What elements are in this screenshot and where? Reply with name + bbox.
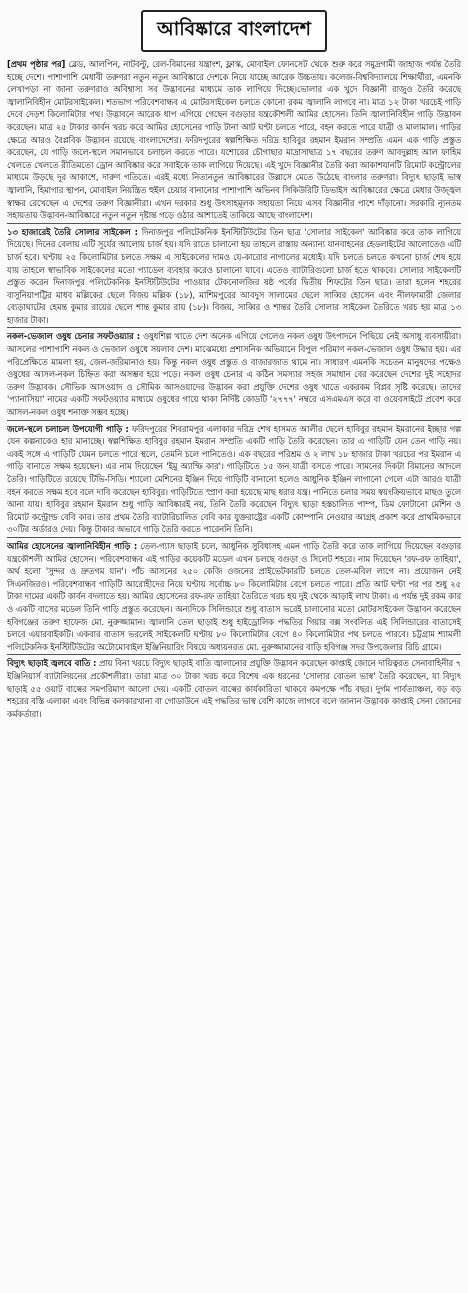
section-paragraph <box>7 226 461 327</box>
section-heading: জলে-স্থলে চলাচল উপযোগী গাড়ি : <box>7 423 129 434</box>
section-heading: আমির হোসেনের জ্বালানিবিহীন গাড়ি : <box>7 540 138 551</box>
title-box <box>7 10 461 52</box>
section-amphibious-car <box>7 423 461 536</box>
section-solar-cycle <box>7 226 461 327</box>
section-bottle-lamp <box>7 657 461 720</box>
section-body: ফরিদপুরের শিবরামপুর এলাকার দরিদ্র শেখ হাসমত আলীর ছেলে হাবিবুর রহমান ইমরানের ইচ্ছার গল্প যেন কল্পনাকেও হার মানাচ্ছে। স্বল্পশিক্ষিত হাবিবুর রহমান ইমরান সম্প্রতি একটি গাড়ি তৈরি করেছেন। তার এ গাড়িটি যেন তেন গাড়ি নয়। একই সঙ্গে এ গাড়িটি যেমন চলতে পারে স্থলে, তেমনি চলে পানিতেও। এক বছরের পরিশ্রম ও ২ লাখ ১৮ হাজার টাকা খরচের পর ইমরান এ গাড়ি বানাতে সক্ষম হয়েছেন। এর নাম দিয়েছেন 'ইমু অ্যাম্ফি কার'। গাড়িটিতে ১৫ জন যাত্রী বসতে পারে। সামনের দিকটা বিমানের আদলে তৈরি। গাড়িটিতে রয়েছে টিভি-সিডি। শ্যালো মেশিনের ইঞ্জিন দিয়ে গাড়িটি বানানো হলেও আধুনিক ইঞ্জিন লাগানো গেলে এটা আরও যাত্রী বহন করতে সক্ষম হবে বলে দাবি করেছেন হাবিবুর। গাড়িটিতে স্প্রাণ করা হয়েছে মাছ ধরার যন্ত্র। পানিতে চলার সময় স্বয়ংক্রিয়ভাবে মাছও তুলে আনা যায়। হাবিবুর রহমান ইমরান শুধু গাড়ি আবিষ্কারই নয়, তিনি তৈরি করেছেন বিদ্যুৎ ছাড়া হস্তচালিত পাম্প, ডিম ফোটানো মেশিন ও রিমোট কন্ট্রোল্ড বেবি কার। তার প্রথম তৈরি ব্যাটারিচালিত বেবি কার যুক্তরাষ্ট্রের একটি কোম্পানি নেওয়ার আগ্রহ প্রকাশ করে প্রাথমিকভাবে ৩০টির অর্ডারও দেয়। কিন্তু টাকার অভাবে গাড়ি তৈরি করতে পারেননি তিনি। <box>7 423 461 535</box>
section-heading: [প্রথম পৃষ্ঠার পর] <box>7 59 66 69</box>
article-title: আবিষ্কারে বাংলাদেশ <box>141 10 327 52</box>
section-body: দিনাজপুর পলিটেকনিক ইনস্টিটিউটের তিন ছাত্র 'সোলার সাইকেল' আবিষ্কার করে তাক লাগিয়ে দিয়েছে। দিনের বেলায় এটি সূর্যের আলোয় চার্জ হয়। যদি রাতে চালানো হয় তাহলে রাস্তায় অন্যান্য যানবাহনের হেডলাইটের আলোতেও এটি চার্জ হবে। ঘণ্টায় ২৫ কিলোমিটার চলতে সক্ষম এ সাইকেলের দামও যে-কারোর নাগালের মধ্যেই। যদি চলতে চলতে কখনো চার্জ শেষ হয়ে যায় তাহলে স্বাভাবিক সাইকেলের মতো প্যাডেল ব্যবহার করেও চালানো যাবে। এতেও ব্যাটারিগুলো চার্জ হতে থাকবে। সোলার সাইকেলটি প্রস্তুত করেন দিনাজপুর পলিটেকনিক ইনস্টিটিউটের পাওয়ার টেকনোলজির ষষ্ঠ পর্বের দ্বিতীয় শিফটের তিন ছাত্র। তারা হলেন শহরের বাসুনিয়াপট্টির মাধব মল্লিকের ছেলে বিজয় মল্লিক (১৮), মাশিমপুরের আবদুস সালামের ছেলে সাব্বির হোসেন এবং নীলফামারী জেলার ব্যেড়াঘাটের হেমন্ত কুমার রায়ের ছেলে শান্ত কুমার রায় (১৮)। বিজয়, সাব্বির ও শান্তর তৈরি সোলার সাইকেল তৈরিতে খরচ হয় মাত্র ১৩ হাজার টাকা। <box>7 226 461 325</box>
section-heading: বিদ্যুৎ ছাড়াই জ্বলবে বাতি : <box>7 658 97 669</box>
section-fake-medicine-software <box>7 330 461 418</box>
section-heading: ১৩ হাজারেই তৈরি সোলার সাইকেল : <box>7 226 138 237</box>
section-paragraph <box>7 657 461 720</box>
section-divider <box>7 537 461 538</box>
section-divider <box>7 420 461 421</box>
section-body: প্রায় বিনা খরচে বিদ্যুৎ ছাড়াই বাতি জ্বালানোর প্রযুক্তি উদ্ভাবন করেছেন কাপ্তাই জোনে দায়িত্বরত সেনাবাহিনীর ৭ ইঞ্জিনিয়ার্স ব্যাটালিয়নের প্রকৌশলীরা। তারা মাত্র ৩০ টাকা খরচ করে বিশেষ এক ধরনের 'সোলার বোতল ভাস্ব' তৈরি করেছেন, যা বিদ্যুৎ ছাড়াই ৫৫ ওয়াট বাল্বের সমপরিমাণ আলো দেয়। একটি বোতল বাল্বের কার্যকারিতা থাকবে কমপক্ষে পাঁচ বছর। দুর্গম পার্বত্যাঞ্চল, বড় বড় শহরের বস্তি এলাকা এবং বিভিন্ন কলকারখানা বা গোডাউনে এই পদ্ধতির ভাস্ব বেশি কাজে লাগবে বলে জানান উদ্ভাবক কাপ্তাই সেনা জোনের কর্মকর্তারা। <box>7 658 461 719</box>
section-body: ব্লেড, আলপিন, নাটবল্টু, রেল-বিমানের যন্ত্রাংশ, ফ্লাস্ক, মোবাইল ফোনসেট থেকে শুরু করে সমুদ্রগামী জাহাজ পর্যন্ত তৈরি হচ্ছে দেশে। পাশাপাশি মেধাবী তরুণরা নতুন নতুন আবিষ্কারে দেশকে নিয়ে যাচ্ছে আরেক উচ্চতায়। কলেজ-বিশ্ববিদ্যালয়ে শিক্ষার্থীরা, এমনকি লেখাপড়া না জানা তরুণরাও অবিশ্বাস্য সব উদ্ভাবনের মাধ্যমে তাক লাগিয়ে দিচ্ছে।ভোলার এক খুদে বিজ্ঞানী রাজুও তৈরি করেছে জ্বালানিবিহীন মোটরসাইকেল। শতভাগ পরিবেশবান্ধব এ মোটরসাইকেল চলতে কোনো রকম জ্বালানি লাগবে না। মাত্র ১২ টাকা খরচেই গাড়ি দেবে দেড়শ কিলোমিটার পথ। উদ্ভাবনে আরেক ধাপ এগিয়ে গেছেন বগুড়ার যন্ত্রকৌশলী আমির হোসেন। তিনি জ্বালানিবিহীন গাড়ি উদ্ভাবন করেছেন। মাত্র ২৫ টাকার কার্বন খরচ করে আমির হোসেনের গাড়ি টানা আট ঘণ্টা চলতে পারে, বহন করতে পারে যাত্রী ও মালামাল। গাড়ির ক্ষেত্রে আরও বৈপ্লবিক উদ্ভাবন রয়েছে বাংলাদেশের। ফরিদপুরের স্বল্পশিক্ষিত দরিদ্র হাবিবুর রহমান ইমরান সম্প্রতি এমন এক গাড়ি প্রস্তুত করেছেন, যে গাড়ি জলে-স্থলে সমানভাবে চলাচল করতে পারে। যশোরের চৌগাছার মাদ্রাসাছাত্র ১৭ বছরের তরুণ আবদুল্লাহ আল ফাহিম খেলতে খেলতে রীতিমতো ড্রোন আবিষ্কার করে সবাইকে তাক লাগিয়ে দিয়েছে। এই খুদে বিজ্ঞানীর তৈরি করা আকাশযানটি রিমোট কন্ট্রোলের মাধ্যমে উড়ছে দূর আকাশে, দারুণ গতিতে। এরই মধ্যে নিত্যনতুন আবিষ্কারের উল্লাসে মেতে উঠেছে বাংলার তরুণরা। বিদ্যুৎ ছাড়াই ভাস্ব জ্বালানি, হিমাগার স্থাপন, মোবাইল নিয়ন্ত্রিত হুইল চেয়ার বানানোর পাশাপাশি অভিনব সিকিউরিটি ডিভাইস আবিষ্কারের ক্ষেত্রে মেধার উজ্জ্বল স্বাক্ষর রেখেছেন এ দেশের তরুণ বিজ্ঞানীরা। এখন দরকার শুধু উৎসাহমূলক সহায়তা নিয়ে এসব বিজ্ঞানীর পাশে দাঁড়ানো। সরকারি ন্যূনতম সহায়তায় উদ্ভাবন-আবিষ্কারে নতুন নতুন দৃষ্টান্ত গড়ে ওঠার আশাতেই তাকিয়ে আছে বাংলাদেশ। <box>7 59 461 221</box>
section-paragraph <box>7 58 461 222</box>
section-paragraph <box>7 330 461 418</box>
section-paragraph <box>7 423 461 536</box>
section-heading: নকল-ভেজাল ওষুধ চেনার সফটওয়্যার : <box>7 331 141 342</box>
section-continuation <box>7 58 461 222</box>
section-paragraph <box>7 540 461 653</box>
section-body: ওষুধশিল্প খাতে দেশ অনেক এগিয়ে গেলেও নকল ওষুধ উৎপাদনে পিছিয়ে নেই অসাধু ব্যবসায়ীরা। আসলের পাশাপাশি নকল ও ভেজাল ওষুধে সয়লাব দেশ। মাঝেমধ্যে প্রশাসনিক অভিযানে বিপুল পরিমাণ নকল-ভেজাল ওষুধ উদ্ধার হয়। এর পরিপ্রেক্ষিতে মামলা হয়, জেল-জরিমানাও হয়। কিন্তু নকল ওষুধ প্রস্তুত ও বাজারজাত থামে না। সাধারণ এমনকি সচেতন মানুষদের পক্ষেও ওষুধের আসল-নকল চিহ্নিত করা অসম্ভব হয়ে পড়ে। নকল ওষুধ চেনার এ কঠিন সমস্যার সহজ সমাধান বের করেছেন দেশের দুই সহোদর তরুণ উদ্ভাবক। সৌভিক আসওয়াদ ও সৌমিক আসওয়াদের উদ্ভাবন করা প্রযুক্তি দেশের ওষুধ খাতে একরকম বিপ্লব সৃষ্টি করেছে। তাদের 'প্যানাসিয়া' নামের একটি সফটওয়্যার মাধ্যমে ওষুধের গায়ে থাকা নির্দিষ্ট কোডটি '২৭৭৭' নম্বরে এসএমএস করে বা ওয়েবসাইটে প্রবেশ করে আসল-নকল ওষুধ শনাক্ত সম্ভব হচ্ছে। <box>7 331 461 418</box>
section-divider <box>7 223 461 224</box>
section-body: তেল-গ্যাস ছাড়াই চলে, আধুনিক সুবিধাসহ এমন গাড়ি তৈরি করে তাক লাগিয়ে দিয়েছেন বগুড়ার যন্ত্রকৌশলী আমির হোসেন। পরিবেশবান্ধব এই গাড়ির কয়েকটি মডেল এখন চলছে বগুড়া ও সিলেট শহরে। নাম দিয়েছেন 'রফ-রফ তাহিয়া', অর্থ হলো 'সুন্দর ও দ্রুতগম যান'। পাঁচ আসনের ২৫০ কেজি ওজনের প্রাইভেটকারটি চলতে তেল-মবিল লাগে না। প্রয়োজন নেই সিএনজিরও। পরিবেশবান্ধব গাড়িটি আরোহীদের নিয়ে ঘণ্টায় সর্বোচ্চ ৮০ কিলোমিটার বেগে চলতে পারে। প্রতি আট ঘণ্টা পর পর শুধু ২৫ টাকা দামের একটি কার্বন বদলাতে হয়। আমির হোসেনের রফ-রফ তাহিয়া তৈরিতে খরচ হয় দুই থেকে আড়াই লাখ টাকা। এ পর্যন্ত দুই রকম কার ও একটি বাসের মডেল তিনি গাড়ি প্রস্তুত করেছেন। অন্যদিকে সিলিন্ডারে শুধু বাতাস ভরেই চালানোর মতো মোটরসাইকেল উদ্ভাবন করেছেন হবিগঞ্জের তরুণ হাফেজ মো. নুরুজ্জামান। জ্বালানি তেল ছাড়াই শুধু হাইড্রোলিক পদ্ধতির গিয়ার বক্স সংবলিত এই সিলিন্ডারের বাতাসেই চলবে এয়ারবাইকটি। একবার বাতাস ভরলেই সাইকেলটি ঘণ্টায় ৮০ কিলোমিটার বেগে ৪০ কিলোমিটার পথ চলতে পারবে। চট্টগ্রাম শ্যামলী পলিটেকনিক ইনস্টিটিউটের অটোমোবাইল ইঞ্জিনিয়ারিং বিষয়ে অধ্যয়নরত মো. নুরুজ্জামানের বাড়ি হবিগঞ্জ সদর উপজেলার রিচি গ্রামে। <box>7 540 461 652</box>
section-divider <box>7 654 461 655</box>
section-fuelless-car <box>7 540 461 653</box>
section-divider <box>7 327 461 328</box>
